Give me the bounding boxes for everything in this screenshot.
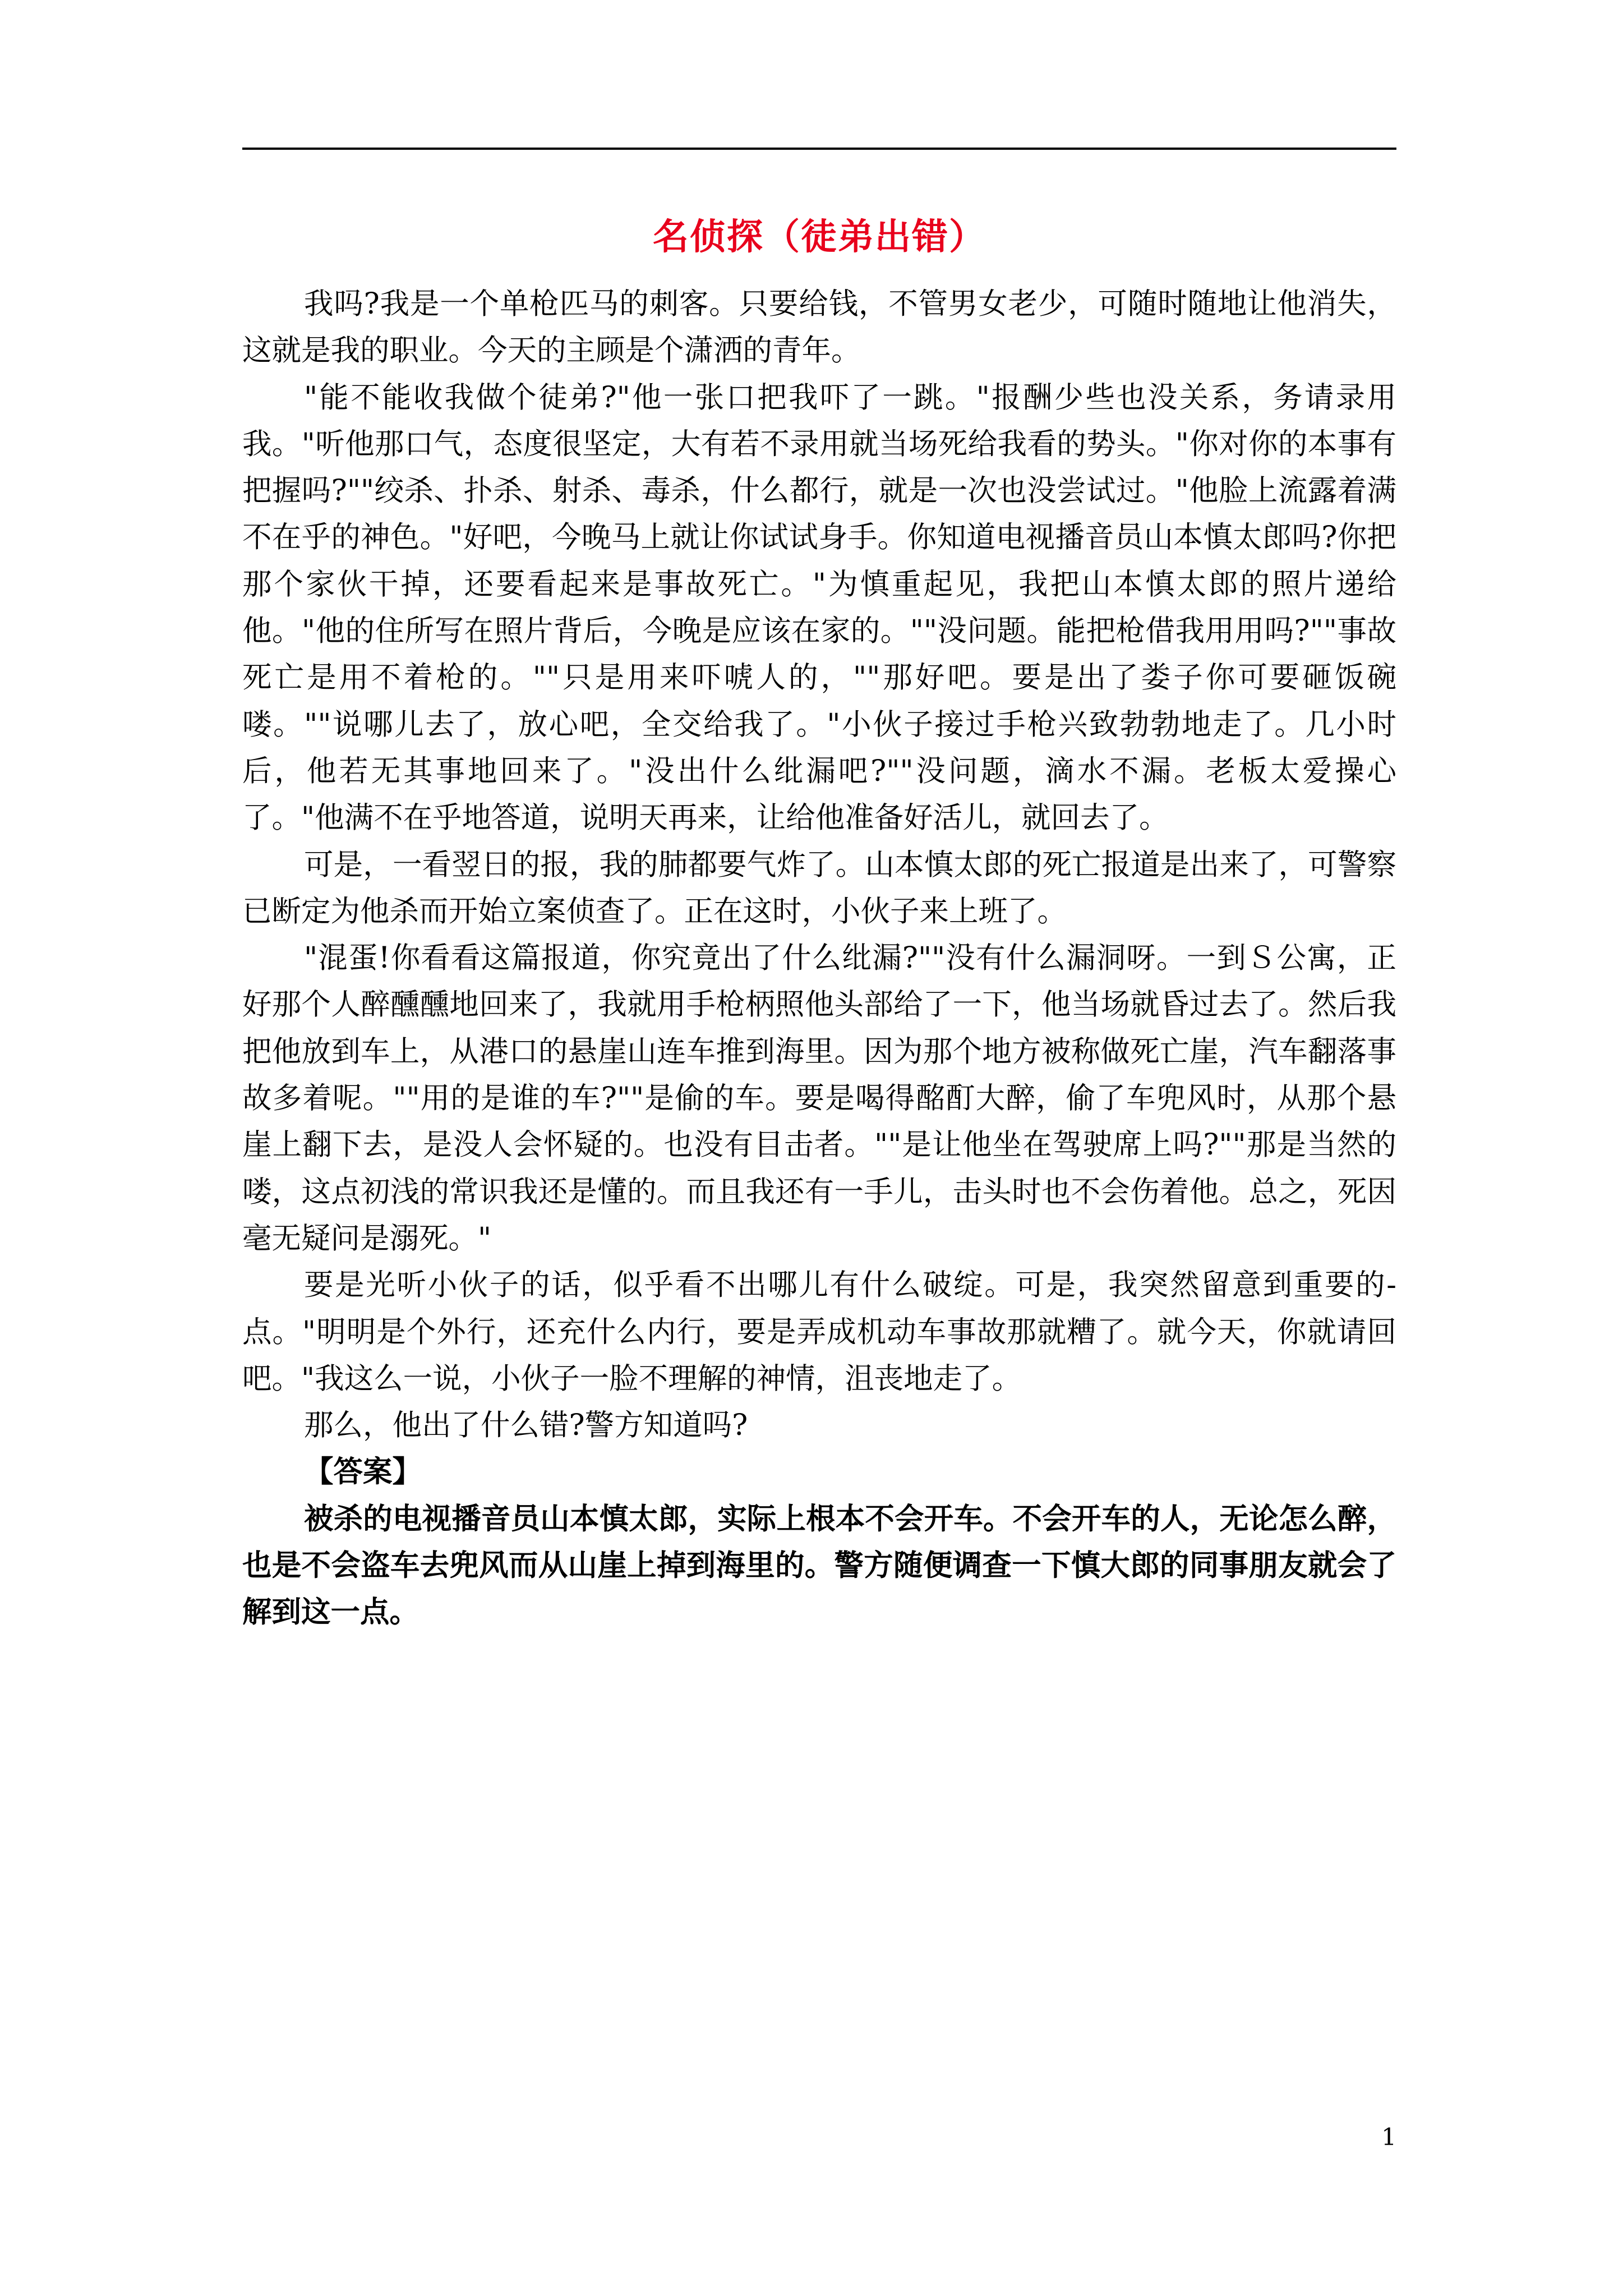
document-title: 名侦探（徒弟出错） bbox=[653, 216, 986, 258]
paragraph-1: 我吗?我是一个单枪匹马的刺客。只要给钱，不管男女老少，可随时随地让他消失，这就是我的职业。今天的主顾是个潇洒的青年。 bbox=[242, 287, 1396, 368]
paragraph-2: "能不能收我做个徒弟?"他一张口把我吓了一跳。"报酬少些也没关系，务请录用我。"听他那口气，态度很坚定，大有若不录用就当场死给我看的势头。"你对你的本事有把握吗?""绞杀、扑杀、射杀、毒杀，什么都行，就是一次也没尝试过。"他脸上流露着满不在乎的神色。"好吧，今晚马上就让你试试身手。你知道电视播音员山本慎太郎吗?你把那个家伙干掉，还要看起来是事故死亡。"为慎重起见，我把山本慎太郎的照片递给他。"他的住所写在照片背后，今晚是应该在家的。""没问题。能把枪借我用用吗?""事故死亡是用不着枪的。""只是用来吓唬人的，""那好吧。要是出了娄子你可要砸饭碗喽。""说哪儿去了，放心吧，全交给我了。"小伙子接过手枪兴致勃勃地走了。几小时后，他若无其事地回来了。"没出什么纰漏吧?""没问题，滴水不漏。老板太爱操心了。"他满不在乎地答道，说明天再来，让给他准备好活儿，就回去了。 bbox=[242, 380, 1396, 835]
paragraph-6: 那么，他出了什么错?警方知道吗? bbox=[304, 1408, 748, 1443]
answer-heading: 【答案】 bbox=[304, 1455, 422, 1489]
paragraph-3: 可是，一看翌日的报，我的肺都要气炸了。山本慎太郎的死亡报道是出来了，可警察已断定为他杀而开始立案侦查了。正在这时，小伙子来上班了。 bbox=[242, 847, 1396, 928]
header-rule bbox=[242, 148, 1396, 150]
document-body bbox=[242, 280, 1396, 1636]
paragraph-5: 要是光听小伙子的话，似乎看不出哪儿有什么破绽。可是，我突然留意到重要的-点。"明明是个外行，还充什么内行，要是弄成机动车事故那就糟了。就今天，你就请回吧。"我这么一说，小伙子一脸不理解的神情，沮丧地走了。 bbox=[242, 1268, 1396, 1396]
paragraph-4: "混蛋!你看看这篇报道，你究竟出了什么纰漏?""没有什么漏洞呀。一到Ｓ公寓，正好那个人醉醺醺地回来了，我就用手枪柄照他头部给了一下，他当场就昏过去了。然后我把他放到车上，从港口的悬崖山连车推到海里。因为那个地方被称做死亡崖，汽车翻落事故多着呢。""用的是谁的车?""是偷的车。要是喝得酩酊大醉，偷了车兜风时，从那个悬崖上翻下去，是没人会怀疑的。也没有目击者。""是让他坐在驾驶席上吗?""那是当然的喽，这点初浅的常识我还是懂的。而且我还有一手儿，击头时也不会伤着他。总之，死因毫无疑问是溺死。" bbox=[242, 941, 1396, 1255]
answer-text: 被杀的电视播音员山本慎太郎，实际上根本不会开车。不会开车的人，无论怎么醉，也是不会盗车去兜风而从山崖上掉到海里的。警方随便调查一下慎大郎的同事朋友就会了解到这一点。 bbox=[242, 1501, 1396, 1630]
page-number: 1 bbox=[1381, 2123, 1396, 2151]
